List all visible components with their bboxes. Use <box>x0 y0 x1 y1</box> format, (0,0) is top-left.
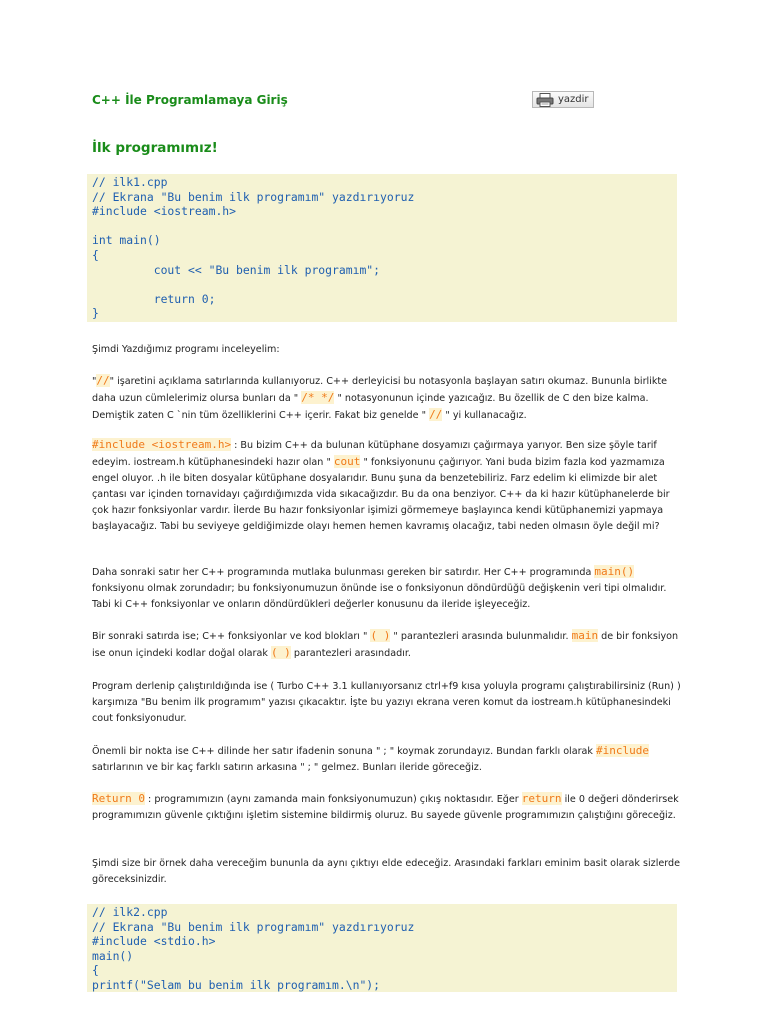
code-block-ilk1: // ilk1.cpp // Ekrana "Bu benim ilk programım" yazdırıyoruz #include <iostream.h> int main() { cout << "Bu benim ilk programım"; return 0; } <box>87 174 677 322</box>
paragraph-run: Program derlenip çalıştırıldığında ise ( Turbo C++ 3.1 kullanıyorsanız ctrl+f9 kısa yoluyla programı çalıştırabilirsiniz (Run) ) karşımıza "Bu benim ilk programım" yazısı çıkacaktır. İşte bu yazıyı ekrana veren komut da iostream.h kütüphanesindeki cout fonksiyonudur. <box>92 681 681 724</box>
paragraph-second-example: Şimdi size bir örnek daha vereceğim bununla da aynı çıktıyı elde edeceğiz. Arasındaki farkları eminim basit olarak sizlerde göreceksinizdir. <box>92 858 681 885</box>
code-highlight: main() <box>594 565 635 578</box>
paragraph-parentheses: Bir sonraki satırda ise; C++ fonksiyonlar ve kod blokları " ( ) " parantezleri arasında bulunmalıdır. main de bir fonksiyon ise onun içindeki kodlar doğal olarak ( ) parantezleri arasındadır. <box>92 629 679 659</box>
paragraph-semicolon: Önemli bir nokta ise C++ dilinde her satır ifadenin sonuna " ; " koymak zorundayız. Bundan farklı olarak #include satırlarının ve bir kaç farklı satırın arkasına " ; " gelmez. Bunları ileride göreceğiz. <box>92 744 650 773</box>
code-block-ilk2: // ilk2.cpp // Ekrana "Bu benim ilk programım" yazdırıyoruz #include <stdio.h> main() { printf("Selam bu benim ilk programım.\n"); <box>87 904 677 992</box>
print-button[interactable] <box>532 91 594 108</box>
paragraph-include: #include <iostream.h> : Bu bizim C++ da bulunan kütüphane dosyamızı çağırmaya yarıyor. Ben size şöyle tarif edeyim. iostream.h kütüphanesindeki hazır olan " cout " fonksiyonunu çağırıyor. Yani buda bizim fazla kod yazmamıza engel oluyor. .h ile biten dosyalar kütüphane dosyalarıdır. Bunu şuna da benzetebiliriz. Farz edelim ki elimizde bir alet çantası var içinden tornavidayı çağırdığımızda vida sıkacağızdır. Bu da ona benziyor. C++ da ki hazır kütüphanelerde bir çok hazır fonksiyonlar vardır. İlerde Bu hazır fonksiyonlar işimizi görmemeye başlayınca kendi kütüphanemizi yapmaya başlayacağız. Tabi bu seviyeye geldiğimizde olayı hemen hemen kavramış olacağız, tabi neden olmasın öyle değil mi? <box>92 438 670 532</box>
code-highlight: ( ) <box>270 646 291 659</box>
code-highlight: #include <iostream.h> <box>92 438 232 451</box>
code-highlight: /* */ <box>301 391 335 404</box>
code-highlight: cout <box>333 455 361 468</box>
code-highlight: #include <box>596 744 650 757</box>
paragraph-intro: Şimdi Yazdığımız programı inceleyelim: <box>92 344 280 355</box>
paragraph-main: Daha sonraki satır her C++ programında mutlaka bulunması gereken bir satırdır. Her C++ programında main() fonksiyonu olmak zorundadır; bu fonksiyonumuzun önünde ise o fonksiyonun döndürdüğü değişkenin veri tipi olmalıdır. Tabi ki C++ fonksiyonlar ve onların döndürdükleri değerler konusunu da ileride işleyeceğiz. <box>92 565 667 610</box>
code-highlight: main <box>571 629 599 642</box>
paragraph-comments: "//" işaretini açıklama satırlarında kullanıyoruz. C++ derleyicisi bu notasyonla başlayan satırı okumaz. Bununla birlikte daha uzun cümlelerimiz olursa bunları da " /* */ " notasyonunun içinde yazıcağız. Bu özellik de C den bize kalma. Demiştik zaten C `nin tüm özelliklerini C++ içerir. Fakat biz genelde " // " yi kullanacağız. <box>92 374 668 421</box>
code-highlight: return <box>521 792 562 805</box>
code-highlight: // <box>96 374 110 387</box>
code-highlight: // <box>429 408 443 421</box>
section-heading: İlk programımız! <box>92 140 218 156</box>
page-title: C++ İle Programlamaya Giriş <box>92 93 288 107</box>
printer-icon <box>536 93 554 107</box>
code-highlight: ( ) <box>370 629 391 642</box>
code-highlight: Return 0 <box>92 792 145 805</box>
print-button-label: yazdir <box>558 94 589 105</box>
paragraph-return: Return 0 : programımızın (aynı zamanda main fonksiyonumuzun) çıkış noktasıdır. Eğer return ile 0 değeri dönderirsek programımızın güvenle çıktığını işletim sistemine bildirmiş oluruz. Bu sayede güvenle programımızın çalıştığını göreceğiz. <box>92 792 679 821</box>
